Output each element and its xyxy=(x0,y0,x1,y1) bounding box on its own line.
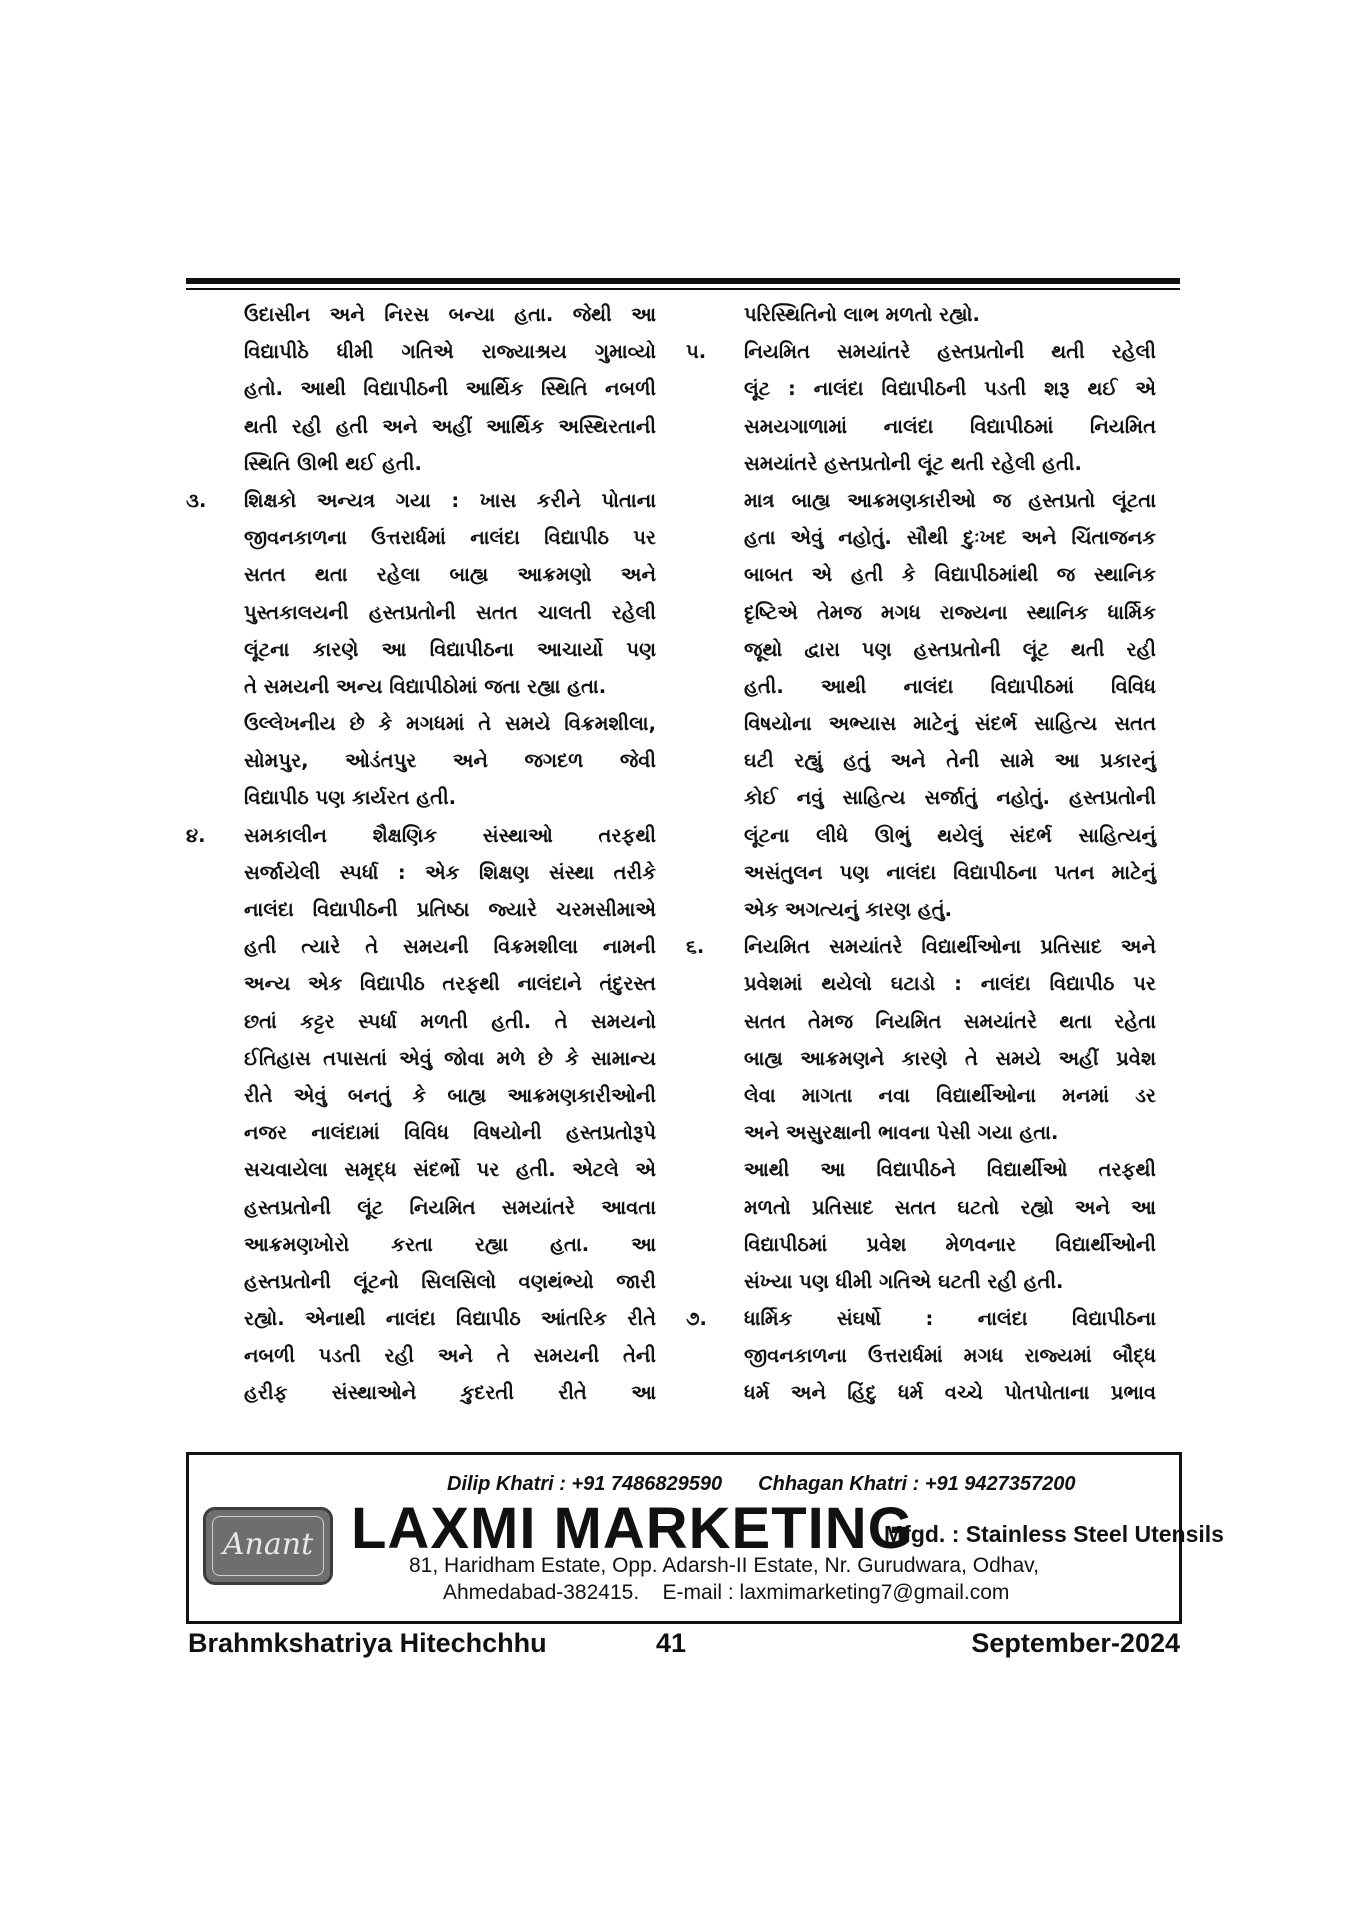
text-line-content: એક અગત્યનું કારણ હતું. xyxy=(744,898,952,921)
text-line xyxy=(186,1263,656,1300)
ad-address-line1: 81, Haridham Estate, Opp. Adarsh-II Estate, Nr. Gurudwara, Odhav, xyxy=(409,1554,1039,1577)
text-line xyxy=(186,1151,656,1188)
text-line xyxy=(686,1300,1156,1337)
text-line-content: હસ્તપ્રતોની લૂંટ નિયમિત સમયાંતરે આવતા xyxy=(244,1195,656,1219)
text-line-content: ઈતિહાસ તપાસતાં એવું જોવા મળે છે કે સામાન્ય xyxy=(244,1046,656,1070)
text-line xyxy=(186,779,656,816)
text-line xyxy=(186,705,656,742)
footer-page-number: 41 xyxy=(656,1628,687,1658)
text-line xyxy=(686,1003,1156,1040)
text-line xyxy=(186,445,656,482)
text-line-content: પરિસ્થિતિનો લાભ મળતો રહ્યો. xyxy=(744,303,980,326)
footer-magazine-name: Brahmkshatriya Hitechchhu xyxy=(188,1628,547,1658)
text-line-content: ધાર્મિક સંઘર્ષો : નાલંદા વિદ્યાપીઠના xyxy=(744,1307,1156,1331)
ad-company-name: LAXMI MARKETING xyxy=(351,1496,914,1561)
text-line-content: હતી ત્યારે તે સમયની વિક્રમશીલા નામની xyxy=(244,935,656,959)
text-line xyxy=(186,1374,656,1411)
text-line xyxy=(186,370,656,407)
text-line xyxy=(186,1337,656,1374)
text-line xyxy=(186,594,656,631)
text-line xyxy=(186,854,656,891)
text-line xyxy=(686,1077,1156,1114)
text-line-content: હરીફ સંસ્થાઓને કુદરતી રીતે આ xyxy=(244,1381,656,1405)
text-line-content: સમયગાળામાં નાલંદા વિદ્યાપીઠમાં નિયમિત xyxy=(744,414,1156,438)
text-line-content: થતી રહી હતી અને અહીં આર્થિક અસ્થિરતાની xyxy=(244,414,656,438)
text-line xyxy=(686,519,1156,556)
text-line-content: ધર્મ અને હિંદુ ધર્મ વચ્ચે પોતપોતાના પ્રભાવ xyxy=(744,1381,1156,1405)
text-line-content: પુસ્તકાલયની હસ્તપ્રતોની સતત ચાલતી રહેલી xyxy=(244,600,656,624)
text-line-content: સમકાલીન શૈક્ષણિક સંસ્થાઓ તરફથી xyxy=(244,823,656,847)
text-line xyxy=(686,333,1156,370)
text-line xyxy=(686,1040,1156,1077)
text-line xyxy=(186,519,656,556)
text-line-content: આક્રમણખોરો કરતા રહ્યા હતા. આ xyxy=(244,1232,656,1256)
header-rule-thick xyxy=(186,278,1180,284)
right-text-column xyxy=(686,296,1156,1412)
text-line-content: ઉદાસીન અને નિરસ બન્યા હતા. જેથી આ xyxy=(244,303,656,326)
text-line xyxy=(686,928,1156,965)
text-line xyxy=(186,668,656,705)
text-line-content: નાલંદા વિદ્યાપીઠની પ્રતિષ્ઠા જ્યારે ચરમસીમાએ xyxy=(244,898,656,921)
text-line xyxy=(686,742,1156,779)
text-line-content: પ્રવેશમાં થયેલો ઘટાડો : નાલંદા વિદ્યાપીઠ પર xyxy=(744,972,1156,996)
text-line xyxy=(686,705,1156,742)
text-line xyxy=(686,408,1156,445)
text-line xyxy=(686,482,1156,519)
text-line xyxy=(186,1077,656,1114)
text-line-content: અને અસુરક્ષાની ભાવના પેસી ગયા હતા. xyxy=(744,1121,1059,1145)
text-line xyxy=(686,1337,1156,1374)
text-line-content: નિયમિત સમયાંતરે હસ્તપ્રતોની થતી રહેલી xyxy=(744,340,1156,364)
ad-tagline: Mfgd. : Stainless Steel Utensils xyxy=(884,1521,1224,1547)
text-line-content: હતો. આથી વિદ્યાપીઠની આર્થિક સ્થિતિ નબળી xyxy=(244,377,656,401)
text-line-content: કોઈ નવું સાહિત્ય સર્જાતું નહોતું. હસ્તપ્રતોની xyxy=(744,786,1156,810)
text-line xyxy=(686,1374,1156,1411)
text-line xyxy=(686,556,1156,593)
ad-address-city: Ahmedabad-382415. xyxy=(443,1581,640,1604)
text-line-content: જૂથો દ્વારા પણ હસ્તપ્રતોની લૂંટ થતી રહી xyxy=(744,637,1156,661)
text-line-content: સ્થિતિ ઊભી થઈ હતી. xyxy=(244,451,422,475)
text-line xyxy=(186,408,656,445)
anant-logo-text: Anant xyxy=(222,1527,314,1562)
text-line-content: સમયાંતરે હસ્તપ્રતોની લૂંટ થતી રહેલી હતી. xyxy=(744,451,1082,475)
text-line xyxy=(686,1151,1156,1188)
text-line xyxy=(186,891,656,928)
text-line xyxy=(686,817,1156,854)
text-line-content: આથી આ વિદ્યાપીઠને વિદ્યાર્થીઓ તરફથી xyxy=(744,1158,1156,1182)
ad-contact-chhagan: Chhagan Khatri : +91 9427357200 xyxy=(758,1473,1076,1495)
text-line xyxy=(186,631,656,668)
text-line-content: સોમપુર, ઓડંતપુર અને જગદળ જેવી xyxy=(244,749,656,773)
left-text-column xyxy=(186,296,656,1412)
text-line xyxy=(686,891,1156,928)
text-line xyxy=(686,854,1156,891)
text-line xyxy=(186,482,656,519)
text-line-content: લેવા માગતા નવા વિદ્યાર્થીઓના મનમાં ડર xyxy=(744,1083,1156,1107)
footer-date: September-2024 xyxy=(971,1628,1180,1658)
text-line xyxy=(686,445,1156,482)
text-line xyxy=(186,1114,656,1151)
text-line xyxy=(686,1263,1156,1300)
ad-email: E-mail : laxmimarketing7@gmail.com xyxy=(662,1581,1010,1604)
list-number: ૭. xyxy=(686,1307,707,1331)
text-line-content: જીવનકાળના ઉત્તરાર્ધમાં મગધ રાજ્યમાં બૌદ્ધ xyxy=(744,1344,1156,1368)
text-line xyxy=(186,965,656,1002)
text-line-content: વિષયોના અભ્યાસ માટેનું સંદર્ભ સાહિત્ય સતત xyxy=(744,712,1156,736)
text-line-content: સતત થતા રહેલા બાહ્ય આક્રમણો અને xyxy=(244,563,656,587)
text-line xyxy=(186,817,656,854)
ad-address-line2 xyxy=(443,1581,1009,1605)
ad-contact-dilip: Dilip Khatri : +91 7486829590 xyxy=(447,1473,723,1495)
text-line-content: જીવનકાળના ઉત્તરાર્ધમાં નાલંદા વિદ્યાપીઠ પર xyxy=(244,526,656,550)
text-line xyxy=(686,296,1156,333)
text-line xyxy=(186,1226,656,1263)
text-line-content: બાહ્ય આક્રમણને કારણે તે સમયે અહીં પ્રવેશ xyxy=(744,1046,1156,1070)
text-line xyxy=(686,779,1156,816)
text-line-content: ઘટી રહ્યું હતું અને તેની સામે આ પ્રકારનું xyxy=(744,749,1156,773)
text-line xyxy=(186,1040,656,1077)
text-line xyxy=(186,296,656,333)
text-line-content: હસ્તપ્રતોની લૂંટનો સિલસિલો વણથંભ્યો જારી xyxy=(244,1269,656,1293)
text-line-content: રહ્યો. એનાથી નાલંદા વિદ્યાપીઠ આંતરિક રીતે xyxy=(244,1307,656,1331)
text-line-content: સર્જાયેલી સ્પર્ધા : એક શિક્ષણ સંસ્થા તરીકે xyxy=(244,860,656,884)
text-line xyxy=(686,1114,1156,1151)
text-line-content: સતત તેમજ નિયમિત સમયાંતરે થતા રહેતા xyxy=(744,1009,1156,1033)
text-line xyxy=(186,1003,656,1040)
header-rule-thin xyxy=(186,288,1180,290)
text-line xyxy=(186,556,656,593)
text-line xyxy=(186,333,656,370)
text-line-content: નજર નાલંદામાં વિવિધ વિષયોની હસ્તપ્રતોરૂપે xyxy=(244,1121,656,1145)
text-line-content: લૂંટના લીધે ઊભું થયેલું સંદર્ભ સાહિત્યનું xyxy=(744,823,1156,847)
text-line-content: છતાં કટ્ટર સ્પર્ધા મળતી હતી. તે સમયનો xyxy=(244,1009,656,1033)
ad-contacts xyxy=(447,1473,1076,1496)
list-number: ૬. xyxy=(686,935,705,959)
text-line xyxy=(686,1189,1156,1226)
text-line xyxy=(186,1189,656,1226)
text-line-content: લૂંટના કારણે આ વિદ્યાપીઠના આચાર્યો પણ xyxy=(244,637,656,661)
text-line-content: શિક્ષકો અન્યત્ર ગયા : ખાસ કરીને પોતાના xyxy=(244,488,656,512)
text-line-content: બાબત એ હતી કે વિદ્યાપીઠમાંથી જ સ્થાનિક xyxy=(744,563,1156,587)
advertisement-box xyxy=(186,1452,1224,1624)
text-line xyxy=(686,370,1156,407)
text-line-content: વિદ્યાપીઠ પણ કાર્યરત હતી. xyxy=(244,786,457,810)
text-line xyxy=(686,631,1156,668)
text-line-content: અસંતુલન પણ નાલંદા વિદ્યાપીઠના પતન માટેનું xyxy=(744,860,1156,884)
text-line-content: વિદ્યાપીઠમાં પ્રવેશ મેળવનાર વિદ્યાર્થીઓની xyxy=(744,1232,1156,1256)
text-line-content: ઉલ્લેખનીય છે કે મગધમાં તે સમયે વિક્રમશીલા, xyxy=(244,712,656,736)
text-line-content: હતા એવું નહોતું. સૌથી દુઃખદ અને ચિંતાજનક xyxy=(744,526,1156,550)
text-line-content: વિદ્યાપીઠે ધીમી ગતિએ રાજ્યાશ્રય ગુમાવ્યો xyxy=(244,340,656,364)
text-line xyxy=(186,1300,656,1337)
list-number: ૩. xyxy=(186,488,207,512)
text-line-content: હતી. આથી નાલંદા વિદ્યાપીઠમાં વિવિધ xyxy=(744,674,1156,698)
list-number: ૫. xyxy=(686,340,707,364)
anant-logo xyxy=(203,1507,333,1585)
text-line-content: માત્ર બાહ્ય આક્રમણકારીઓ જ હસ્તપ્રતો લૂંટતા xyxy=(744,488,1156,512)
text-line xyxy=(186,742,656,779)
text-line-content: મળતો પ્રતિસાદ સતત ઘટતો રહ્યો અને આ xyxy=(744,1195,1156,1219)
text-line xyxy=(686,965,1156,1002)
list-number: ૪. xyxy=(186,823,206,847)
text-line xyxy=(686,668,1156,705)
text-line xyxy=(686,1226,1156,1263)
text-line-content: તે સમયની અન્ય વિદ્યાપીઠોમાં જતા રહ્યા હતા. xyxy=(244,674,607,698)
text-line xyxy=(686,594,1156,631)
text-line-content: દૃષ્ટિએ તેમજ મગધ રાજ્યના સ્થાનિક ધાર્મિક xyxy=(744,600,1156,624)
text-line-content: નિયમિત સમયાંતરે વિદ્યાર્થીઓના પ્રતિસાદ અને xyxy=(744,935,1156,959)
text-line-content: સંખ્યા પણ ધીમી ગતિએ ઘટતી રહી હતી. xyxy=(744,1269,1064,1293)
text-line-content: અન્ય એક વિદ્યાપીઠ તરફથી નાલંદાને તંદુરસ્ત xyxy=(244,972,656,996)
text-line xyxy=(186,928,656,965)
text-line-content: રીતે એવું બનતું કે બાહ્ય આક્રમણકારીઓની xyxy=(244,1083,656,1107)
text-line-content: લૂંટ : નાલંદા વિદ્યાપીઠની પડતી શરૂ થઈ એ xyxy=(744,377,1156,401)
text-line-content: નબળી પડતી રહી અને તે સમયની તેની xyxy=(244,1344,656,1368)
text-line-content: સચવાયેલા સમૃદ્ધ સંદર્ભો પર હતી. એટલે એ xyxy=(244,1158,656,1182)
